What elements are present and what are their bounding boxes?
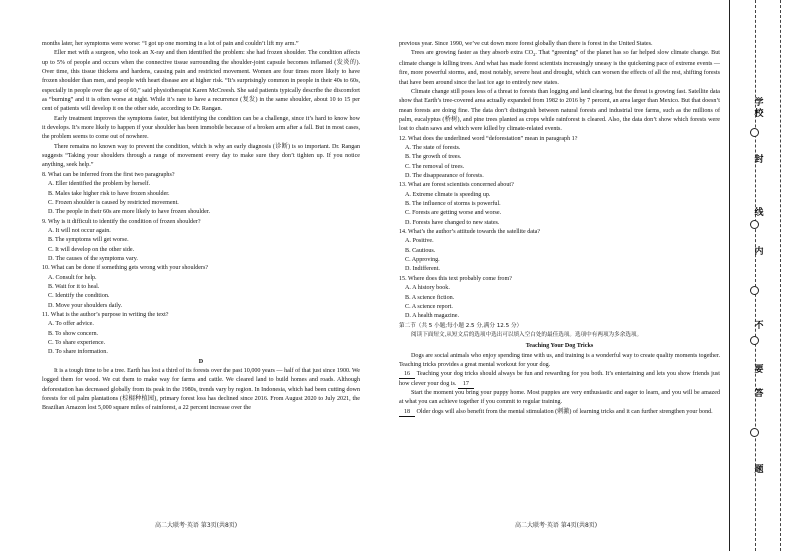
binding-border-line <box>729 0 730 551</box>
blank-16: 16 <box>399 370 415 379</box>
option: B. To show concern. <box>48 330 99 337</box>
paragraph: Eller met with a surgeon, who took an X-ray and then identified the problem: she had frozen shoulder. The condition affects up to 5% of people and occurs when the connective tissue surrounding the shoulder-joint capsule becomes inflamed (发炎的). Over time, this tissue thickens and hardens, causing pain and restricted movement. Women are four times more likely to have frozen shoulder than men, and people with heart disease are at higher risk. “It’s surprisingly common in people in their 40s to 60s, especially in people over the age of 60,” said physiotherapist Karen McCreesh. She said patients typically describe the discomfort as “burning” and it is often worse at night. While it’s rare to have a recurrence (复发) in the same shoulder, about 10 to 15 per cent of patients will develop it on the other side, according to Dr. Rangan. <box>42 50 360 113</box>
paragraph: Start the moment you bring your puppy home. Most puppies are very enthusiastic and eager to learn, and you will be amazed at what you can achieve together if you commit to regular training. <box>399 389 720 406</box>
option: B. The symptoms will get worse. <box>48 237 129 244</box>
binding-char-not: 不 <box>754 321 764 331</box>
subscript: 2 <box>533 52 536 58</box>
option: D. To share information. <box>48 349 108 356</box>
option: B. The growth of trees. <box>405 154 462 161</box>
paragraph <box>399 49 720 88</box>
binding-circle <box>750 336 759 345</box>
paragraph-part: Trees are growing faster as they absorb extra CO <box>411 50 534 57</box>
question-9: 9. Why is it difficult to identify the condition of frozen shoulder? <box>42 218 201 225</box>
question-14: 14. What’s the author’s attitude towards the satellite data? <box>399 229 541 236</box>
question-8: 8. What can be inferred from the first two paragraphs? <box>42 171 175 178</box>
question-10: 10. What can be done if something gets wrong with your shoulders? <box>42 265 209 272</box>
paragraph-part: Teaching your dog tricks should always be fun and rewarding for you both. It’s entertaining and lets you show friends just how clever your dog is. <box>399 371 720 387</box>
right-page-column <box>399 40 720 417</box>
passage-title: Teaching Your Dog Tricks <box>525 343 594 350</box>
paragraph: Dogs are social animals who enjoy spending time with us, and training is a wonderful way to create quality moments together. Teaching tricks provides a great mental workout for your dog. <box>399 352 720 368</box>
option: A. Extreme climate is speeding up. <box>405 191 491 198</box>
paragraph <box>399 370 720 389</box>
section-two-heading: 第二节（共 5 小题;每小题 2.5 分,满分 12.5 分） <box>399 322 523 329</box>
option: A. To offer advice. <box>48 321 94 328</box>
option: C. Approving. <box>405 257 440 264</box>
binding-char-answer: 答 <box>754 389 764 399</box>
option: C. A science report. <box>405 303 453 310</box>
option: C. It will develop on the other side. <box>48 246 135 253</box>
option: A. It will not occur again. <box>48 227 111 234</box>
page-footer-left: 高二大联考·英语 第3页(共8页) <box>155 522 238 529</box>
question-12: 12. What does the underlined word “deforestation” mean in paragraph 1? <box>399 135 578 142</box>
option: C. Identify the condition. <box>48 293 110 300</box>
blank-17: 17 <box>458 380 474 389</box>
option: B. A science fiction. <box>405 294 455 301</box>
option: A. A history book. <box>405 285 450 292</box>
binding-dashed-line <box>780 0 781 551</box>
option: B. The influence of storms is powerful. <box>405 201 501 208</box>
option: C. Forests are getting worse and worse. <box>405 210 502 217</box>
section-instruction: 阅读下面短文,从短文后的选项中选出可以填入空白处的最佳选项。选项中有两项为多余选项。 <box>411 331 643 338</box>
binding-char-line: 线 <box>754 208 764 218</box>
option: A. Consult for help. <box>48 274 97 281</box>
binding-circle <box>750 128 759 137</box>
question-13: 13. What are forest scientists concerned about? <box>399 182 514 189</box>
option: B. Cautious. <box>405 247 436 254</box>
option: C. Frozen shoulder is caused by restricted movement. <box>48 199 179 206</box>
option: C. To share experience. <box>48 340 106 346</box>
question-11: 11. What is the author’s purpose in writing the text? <box>42 311 169 318</box>
option: A. Eller identified the problem by herself. <box>48 181 151 188</box>
option: A. The state of forests. <box>405 145 461 151</box>
page-footer-right: 高二大联考·英语 第4页(共8页) <box>515 522 598 529</box>
option: B. Males take higher risk to have frozen shoulder. <box>48 190 170 197</box>
option: D. The causes of the symptoms vary. <box>48 255 138 262</box>
option: B. Wait for it to heal. <box>48 283 100 290</box>
left-page-column <box>42 40 360 414</box>
blank-18: 18 <box>399 408 415 417</box>
paragraph-part: Older dogs will also benefit from the mental stimulation (刺激) of learning tricks and it can further strengthen your bond. <box>416 408 713 415</box>
option: C. The removal of trees. <box>405 163 465 170</box>
binding-char-question: 题 <box>754 465 764 475</box>
paragraph: months later, her symptoms were worse: “I got up one morning in a lot of pain and couldn’t lift my arm.” <box>42 41 299 47</box>
paragraph: Climate change still poses less of a threat to forests than logging and land clearing, but the threat is growing fast. Satellite data show that Earth’s tree-covered area actually expanded from 1982 to 2016 by 7 percent, an area larger than Mexico. But that doesn’t mean forests are doing fine. The data don’t distinguish between natural forests and industrial tree farms, such as the millions of palm, eucalyptus (桥树), and pine trees planted as crops while rainforest is cleared. Also, the data don’t show which forests were lost to chain saws and which were killed by climate-related events. <box>399 88 720 133</box>
paragraph: Early treatment improves the symptoms faster, but identifying the condition can be a challenge, since it’s hard to know how it develops. It’s more likely to happen if your shoulder has been immobile because of a broken arm after a fall. But in most cases, the problem seems to come out of nowhere. <box>42 115 360 141</box>
binding-circle <box>750 220 759 229</box>
binding-circle <box>750 286 759 295</box>
option: D. The people in their 60s are more likely to have frozen shoulder. <box>48 209 210 216</box>
paragraph-part: . That “greening” of the planet has so far helped slow climate change. But climate change is killing trees. And what has made forest scientists increasingly uneasy is the quickening pace of extreme events — fire, more powerful storms, and, most notably, severe heat and drought, which can worsen the effects of all the rest, shifting forests that have been around since the last ice age to entirely new states. <box>399 50 721 86</box>
option: D. A health magazine. <box>405 313 459 320</box>
option: D. The disappearance of forests. <box>405 173 484 180</box>
binding-char-school: 学校 <box>754 98 764 119</box>
paragraph: It is a tough time to be a tree. Earth has lost a third of its forests over the past 10,000 years — half of that just since 1900. We logged them for wood. We cut them to make way for farms and cattle. We cleared land to build homes and roads. Although deforestation has decreased globally from its peak in the 1980s, trends vary by region. In Indonesia, which had been cutting down forests for oil palm plantations (棕榈种植园), primary forest loss has declined since 2016. From August 2020 to July 2021, the Brazilian Amazon lost 5,000 square miles of rainforest, a 22 percent increase over the <box>42 368 360 412</box>
paragraph <box>399 408 720 417</box>
binding-char-seal: 封 <box>754 155 764 165</box>
paragraph: previous year. Since 1990, we’ve cut down more forest globally than there is forest in the United States. <box>399 41 653 47</box>
paragraph: There remains no known way to prevent the condition, which is why an early diagnosis (诊断) is so important. Dr. Rangan suggests “Taking your shoulders through a range of movement every day to make sure they don’t tighten up. If you notice anything, seek help.” <box>42 143 360 169</box>
binding-circle <box>750 428 759 437</box>
binding-char-must: 要 <box>754 365 764 375</box>
option: D. Forests have changed to new states. <box>405 219 500 226</box>
option: D. Move your shoulders daily. <box>48 302 123 309</box>
option: D. Indifferent. <box>405 266 440 273</box>
option: A. Positive. <box>405 238 434 245</box>
binding-char-inside: 内 <box>754 247 764 257</box>
section-heading-d: D <box>198 358 204 365</box>
question-15: 15. Where does this text probably come from? <box>399 275 512 282</box>
